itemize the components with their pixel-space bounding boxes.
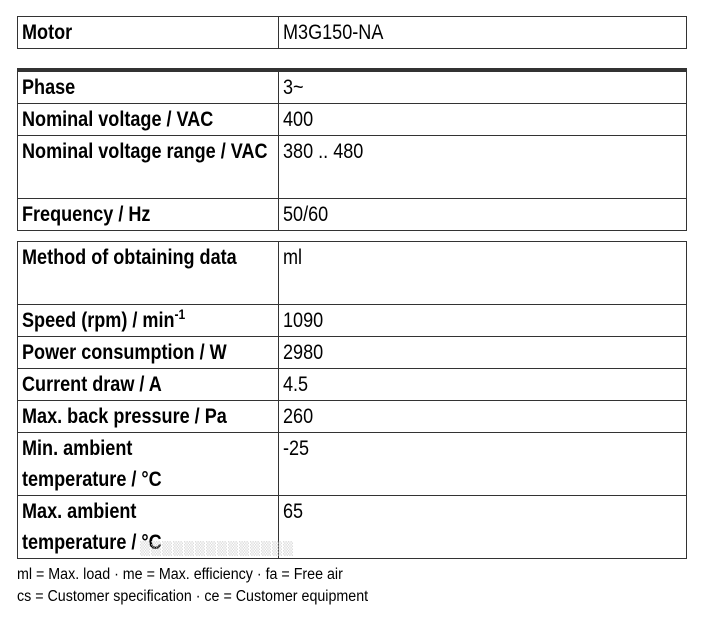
table-row <box>18 199 687 231</box>
table-row <box>18 433 687 496</box>
frequency-value: 50/60 <box>279 199 687 231</box>
max-ambient-temp-label: Max. ambient temperature / °C <box>18 496 279 559</box>
footnote-line: ml = Max. load · me = Max. efficiency · fa = Free air <box>17 566 343 583</box>
motor-table <box>17 16 687 49</box>
speed-unit-superscript: -1 <box>174 306 186 322</box>
current-draw-value: 4.5 <box>279 369 687 401</box>
speed-label: Speed $(rpm) / \min^{-1}$ <box>18 305 279 337</box>
nominal-voltage-range-label: Nominal voltage range / VAC <box>18 136 279 199</box>
speed-value: 1090 <box>279 305 687 337</box>
power-consumption-value: 2980 <box>279 337 687 369</box>
footnotes <box>17 564 399 608</box>
performance-table <box>17 241 687 559</box>
max-back-pressure-value: 260 <box>279 401 687 433</box>
min-ambient-temp-value: -25 <box>279 433 687 496</box>
table-row <box>18 242 687 305</box>
table-row <box>18 104 687 136</box>
current-draw-label: Current draw / A <box>18 369 279 401</box>
footnote-line: cs = Customer specification · ce = Customer equipment <box>17 588 369 605</box>
table-row <box>18 136 687 199</box>
nominal-voltage-label: Nominal voltage / VAC <box>18 104 279 136</box>
phase-value: 3~ <box>279 70 687 104</box>
table-row <box>18 305 687 337</box>
watermark: ▒▒▒▒▒▒▒▒▒▒▒▒▒▒ <box>140 542 294 557</box>
table-row <box>18 369 687 401</box>
nominal-voltage-value: 400 <box>279 104 687 136</box>
electrical-table <box>17 68 687 231</box>
max-back-pressure-label: Max. back pressure / Pa <box>18 401 279 433</box>
table-row <box>18 337 687 369</box>
phase-label: Phase <box>18 70 279 104</box>
motor-value: M3G150-NA <box>279 17 687 49</box>
table-row <box>18 496 687 559</box>
table-row <box>18 17 687 49</box>
motor-label: Motor <box>18 17 279 49</box>
nominal-voltage-range-value: 380 .. 480 <box>279 136 687 199</box>
frequency-label: Frequency / Hz <box>18 199 279 231</box>
table-row <box>18 401 687 433</box>
method-value: ml <box>279 242 687 305</box>
power-consumption-label: Power consumption / W <box>18 337 279 369</box>
max-ambient-temp-value: 65 <box>279 496 687 559</box>
method-label: Method of obtaining data <box>18 242 279 305</box>
table-row <box>18 70 687 104</box>
min-ambient-temp-label: Min. ambient temperature / °C <box>18 433 279 496</box>
